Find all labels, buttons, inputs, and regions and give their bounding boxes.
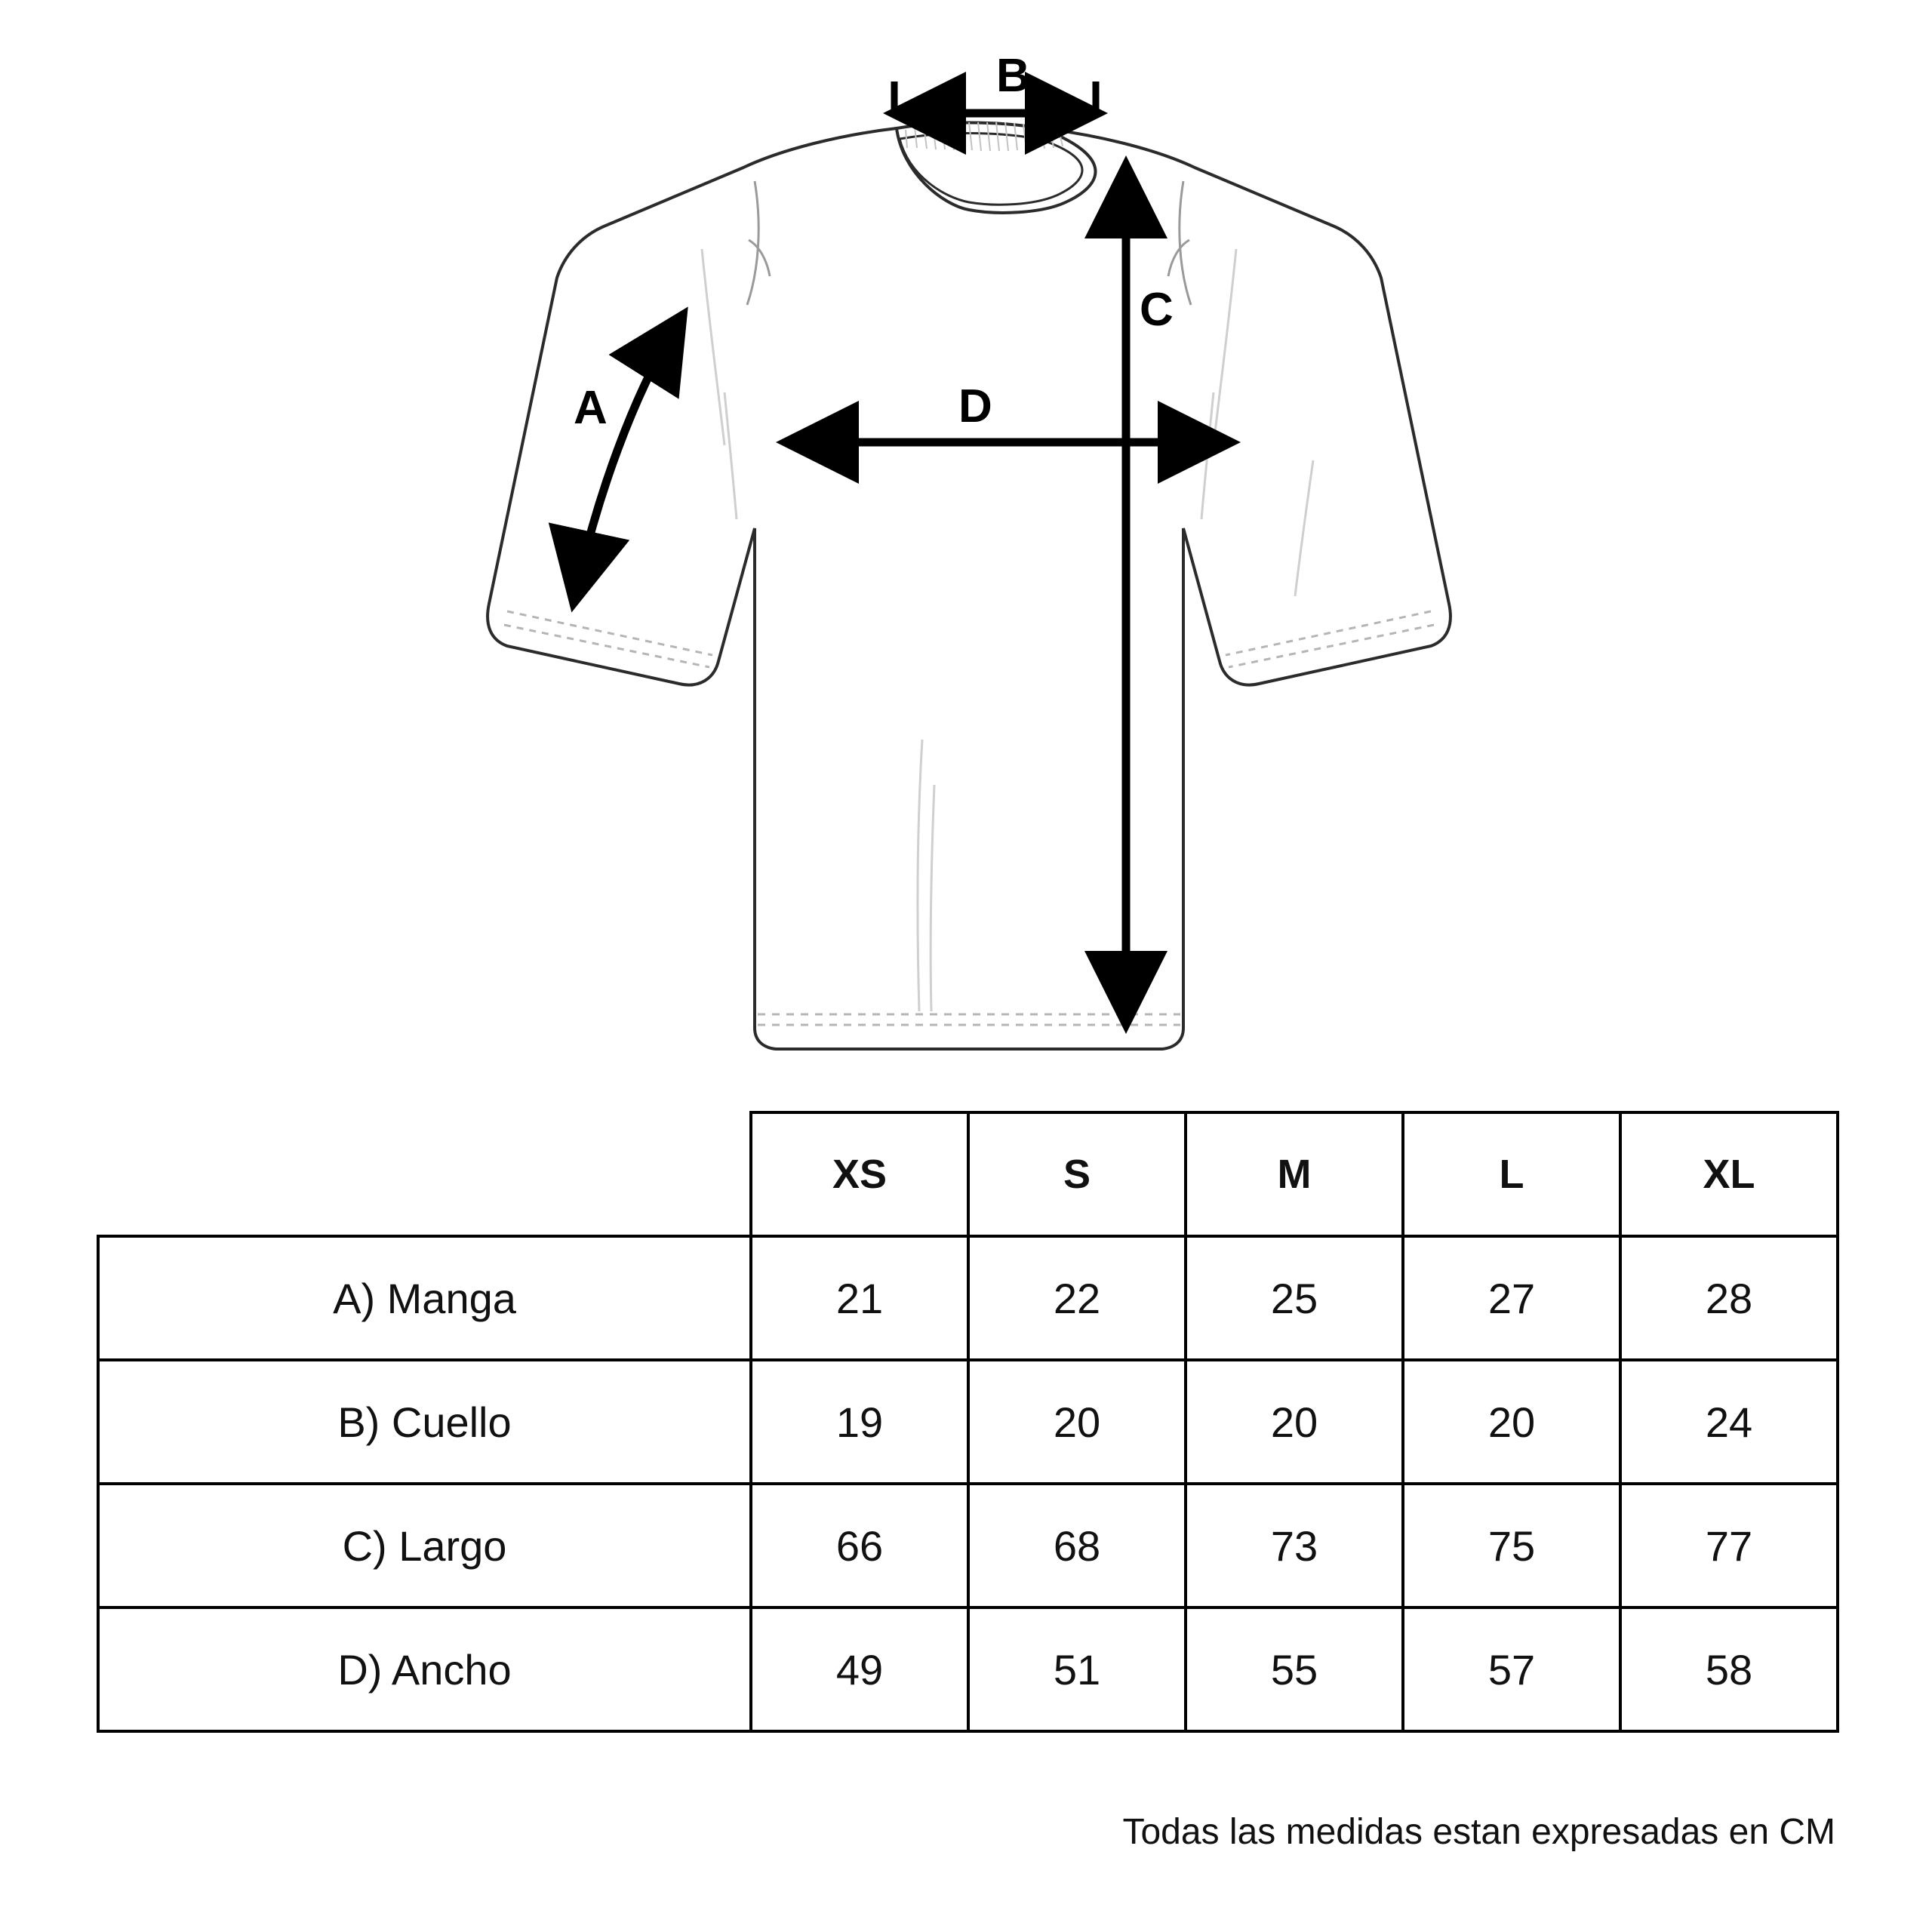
cell-largo-xs: 66 [751,1484,968,1607]
column-header-xl: XL [1620,1112,1838,1236]
dim-label-a: A [574,382,608,434]
table-row [98,1607,1838,1731]
column-header-s: S [968,1112,1186,1236]
column-header-l: L [1403,1112,1620,1236]
column-header-m: M [1186,1112,1403,1236]
cell-cuello-s: 20 [968,1360,1186,1484]
cell-ancho-l: 57 [1403,1607,1620,1731]
size-table-wrapper [97,1111,1836,1733]
table-body [98,1236,1838,1731]
dim-label-d: D [958,380,992,432]
cell-largo-l: 75 [1403,1484,1620,1607]
dim-label-c: C [1140,284,1174,336]
dim-label-b: B [996,50,1030,102]
cell-manga-m: 25 [1186,1236,1403,1360]
table-row [98,1484,1838,1607]
cell-manga-s: 22 [968,1236,1186,1360]
cell-cuello-m: 20 [1186,1360,1403,1484]
table-corner-cell [98,1112,751,1236]
row-label-manga: A) Manga [98,1236,751,1360]
cell-cuello-xs: 19 [751,1360,968,1484]
arrow-b [894,82,1096,113]
cell-ancho-xl: 58 [1620,1607,1838,1731]
cell-largo-s: 68 [968,1484,1186,1607]
cell-largo-xl: 77 [1620,1484,1838,1607]
row-label-cuello: B) Cuello [98,1360,751,1484]
cell-manga-l: 27 [1403,1236,1620,1360]
cell-ancho-xs: 49 [751,1607,968,1731]
cell-ancho-m: 55 [1186,1607,1403,1731]
measurement-units-note: Todas las medidas estan expresadas en CM [1122,1812,1835,1852]
garment-body [488,128,1451,1049]
cell-cuello-xl: 24 [1620,1360,1838,1484]
cell-ancho-s: 51 [968,1607,1186,1731]
table-row [98,1360,1838,1484]
column-header-xs: XS [751,1112,968,1236]
table-row [98,1236,1838,1360]
header-row [98,1112,1838,1236]
size-table [97,1111,1839,1733]
cell-manga-xl: 28 [1620,1236,1838,1360]
row-label-ancho: D) Ancho [98,1607,751,1731]
cell-cuello-l: 20 [1403,1360,1620,1484]
cell-manga-xs: 21 [751,1236,968,1360]
table-header [98,1112,1838,1236]
row-label-largo: C) Largo [98,1484,751,1607]
cell-largo-m: 73 [1186,1484,1403,1607]
